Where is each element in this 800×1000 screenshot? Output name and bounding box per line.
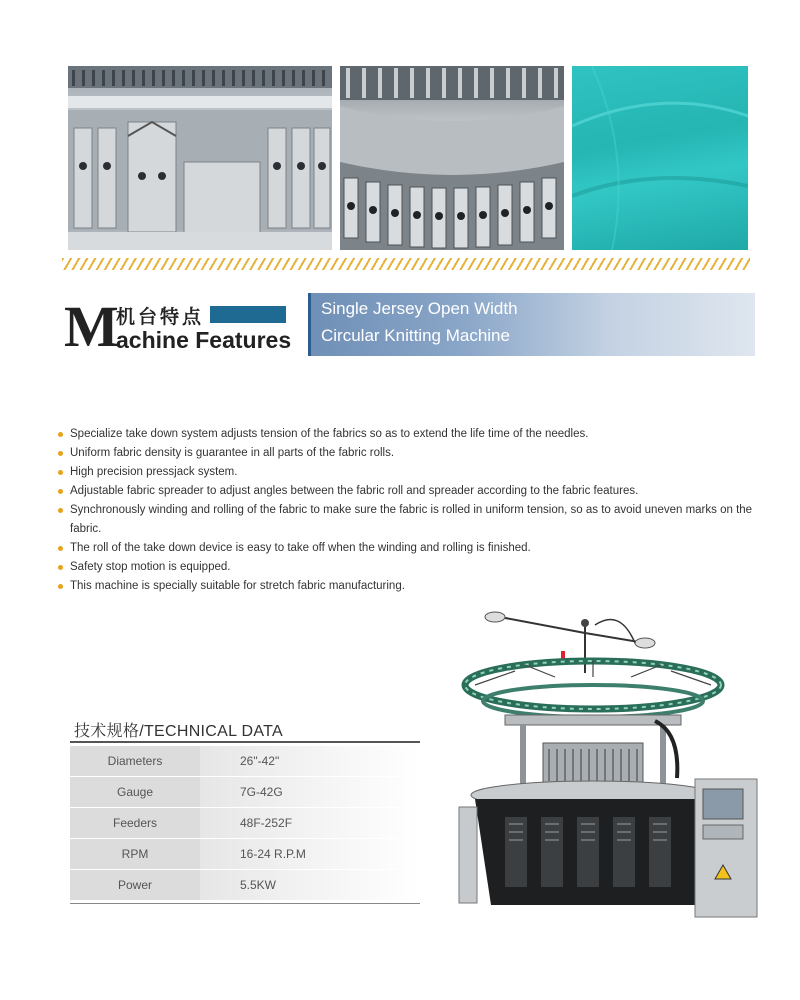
feature-item: Synchronously winding and rolling of the fabric to make sure the fabric is rolled in uniform tension, so as to avoid uneven marks on the fabric. [58,501,758,539]
product-banner [308,293,755,356]
spec-value: 48F-252F [200,808,420,839]
spec-value: 16-24 R.P.M [200,839,420,870]
spec-label: Power [70,870,200,901]
heading-english-title: achine Features [116,327,292,353]
spec-value: 7G-42G [200,777,420,808]
banner-line-2: Circular Knitting Machine [321,326,510,345]
technical-data-table [70,746,420,901]
table-row [70,746,420,777]
feature-list [58,425,758,596]
table-row [70,839,420,870]
machine-features-heading [64,296,304,358]
cylinder-needles-photo [340,66,564,250]
spec-label: Feeders [70,808,200,839]
cylinder-needles-illustration [340,66,564,250]
heading-initial-letter: M [64,294,119,359]
feature-item: Uniform fabric density is guarantee in all parts of the fabric rolls. [58,444,758,463]
spec-label: Gauge [70,777,200,808]
needle-cam-closeup-photo [68,66,332,250]
feature-item: This machine is specially suitable for stretch fabric manufacturing. [58,577,758,596]
feature-item: High precision pressjack system. [58,463,758,482]
technical-data-rule [70,741,420,743]
heading-chinese-title: 机台特点 [116,307,205,328]
spec-value: 5.5KW [200,870,420,901]
table-row [70,777,420,808]
needle-cam-illustration [68,66,332,250]
circular-knitting-machine-illustration [445,603,760,918]
decorative-stripe-divider [62,258,750,270]
feature-item: Safety stop motion is equipped. [58,558,758,577]
table-row [70,870,420,901]
spec-label: RPM [70,839,200,870]
banner-line-1: Single Jersey Open Width [321,299,518,318]
feature-item: Specialize take down system adjusts tension of the fabrics so as to extend the life time of the needles. [58,425,758,444]
technical-data-title: 技术规格/TECHNICAL DATA [74,723,283,740]
feature-item: The roll of the take down device is easy to take off when the winding and rolling is finished. [58,539,758,558]
heading-accent-bar [210,306,286,323]
fabric-illustration [572,66,748,250]
feature-item: Adjustable fabric spreader to adjust angles between the fabric roll and spreader according to the fabric features. [58,482,758,501]
spec-label: Diameters [70,746,200,777]
technical-data-bottom-rule [70,903,420,904]
teal-fabric-photo [572,66,748,250]
knitting-machine-photo [445,603,760,918]
table-row [70,808,420,839]
spec-value: 26"-42" [200,746,420,777]
